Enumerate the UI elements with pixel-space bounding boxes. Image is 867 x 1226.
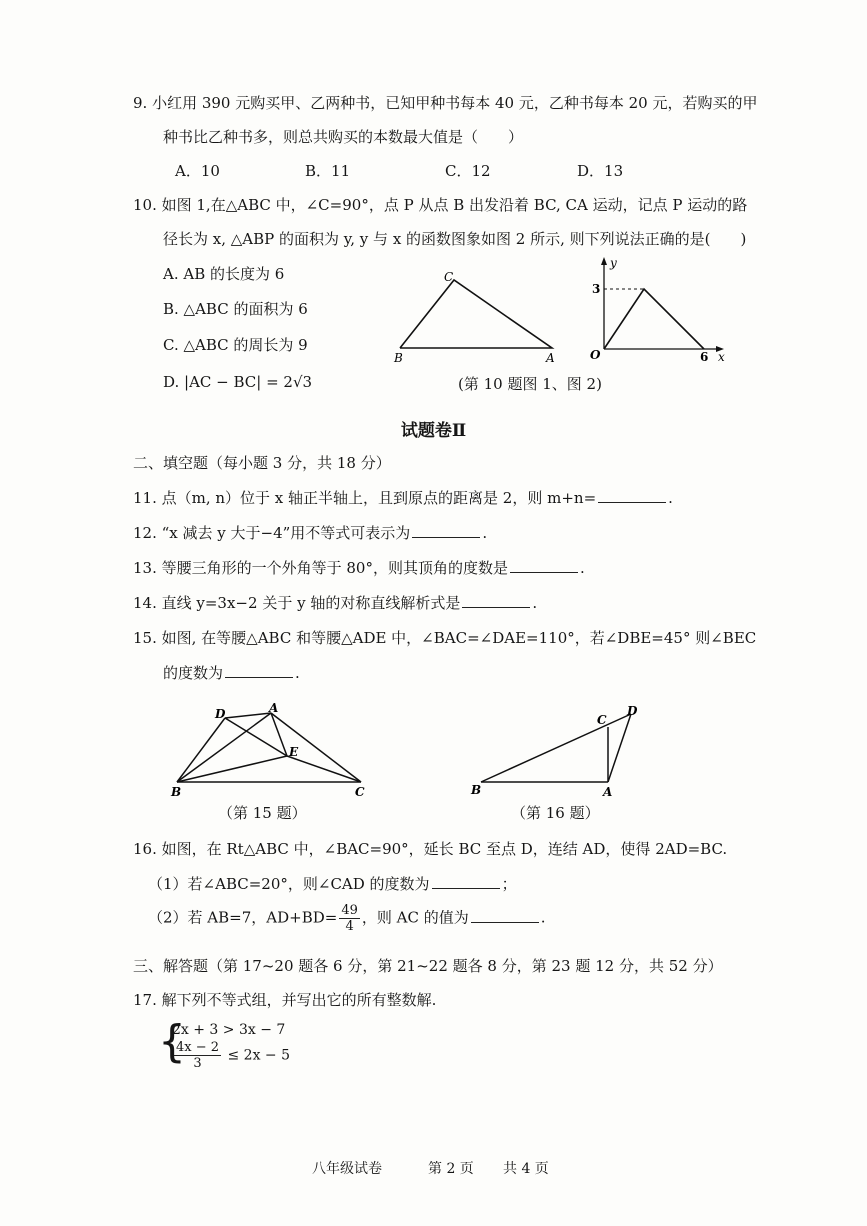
q15-blank	[225, 663, 293, 678]
q12: 12. “x 减去 y 大于−4”用不等式可表示为 .	[133, 524, 488, 542]
section-title: 试题卷Ⅱ	[400, 421, 467, 441]
q9-option-b: B．11	[305, 162, 351, 180]
fig16-label-c: C	[597, 713, 607, 727]
fig10-label-a: A	[546, 351, 555, 365]
q11: 11. 点（m, n）位于 x 轴正半轴上，且到原点的距离是 2，则 m+n= .	[133, 489, 673, 507]
q10-line2: 径长为 x, △ABP 的面积为 y, y 与 x 的函数图象如图 2 所示, 则下列说法正确的是( )	[163, 230, 747, 248]
q16-sub1-blank	[432, 874, 500, 889]
q15-line2: 的度数为 .	[163, 664, 300, 682]
q10-option-b: B. △ABC 的面积为 6	[163, 300, 308, 318]
fig15-label-e: E	[289, 745, 299, 759]
fig10-label-c: C	[444, 270, 454, 284]
fig10-axis-y: y	[610, 256, 617, 270]
fig15-label-d: D	[215, 707, 226, 721]
q16-fraction: $\frac{49}{4}$	[341, 903, 358, 934]
q14-blank	[462, 593, 530, 608]
footer-total: 共 4 页	[503, 1161, 549, 1177]
q17-text: 17. 解下列不等式组，并写出它的所有整数解.	[133, 991, 437, 1009]
fill-header: 二、填空题（每小题 3 分，共 18 分）	[133, 454, 391, 472]
q13: 13. 等腰三角形的一个外角等于 80°，则其顶角的度数是 .	[133, 559, 585, 577]
fig15-caption: （第 15 题）	[218, 804, 307, 822]
q17-ineq2: $\frac{4x - 2}{3}$ ≤ 2x − 5	[176, 1040, 291, 1071]
q16-sub2: （2）若 AB=7，AD+BD= $\frac{49}{4}$ ，则 AC 的值为 .	[148, 903, 546, 934]
q10-line1: 10. 如图 1,在△ABC 中，∠C=90°，点 P 从点 B 出发沿着 BC, CA 运动，记点 P 运动的路	[133, 196, 748, 214]
fig16-label-d: D	[627, 704, 638, 718]
fig10-tick-3: 3	[592, 282, 601, 296]
q10-option-c: C. △ABC 的周长为 9	[163, 336, 308, 354]
q16-line1: 16. 如图，在 Rt△ABC 中，∠BAC=90°，延长 BC 至点 D，连结 AD，使得 2AD=BC.	[133, 840, 728, 858]
q15-line1: 15. 如图, 在等腰△ABC 和等腰△ADE 中，∠BAC=∠DAE=110°，若∠DBE=45° 则∠BEC	[133, 629, 757, 647]
q10-option-a: A. AB 的长度为 6	[163, 265, 285, 283]
q12-blank	[412, 523, 480, 538]
q17-brace: {	[158, 1016, 186, 1067]
fig10-tick-6: 6	[700, 350, 709, 364]
q17-fraction: $\frac{4x - 2}{3}$	[176, 1040, 220, 1071]
q16-sub1: （1）若∠ABC=20°，则∠CAD 的度数为 ；	[148, 875, 517, 893]
footer-left: 八年级试卷	[312, 1161, 382, 1177]
q11-blank	[598, 488, 666, 503]
q9-line2: 种书比乙种书多，则总共购买的本数最大值是（ ）	[163, 128, 524, 146]
figure-15	[165, 702, 375, 802]
q10-caption: (第 10 题图 1、图 2)	[458, 375, 602, 393]
q16-sub2-blank	[471, 908, 539, 923]
fig15-label-a: A	[269, 702, 279, 715]
fig10-axis-x: x	[718, 350, 725, 364]
q10-option-d: D. |AC − BC| = 2√3	[163, 373, 313, 391]
q9-option-d: D．13	[577, 162, 624, 180]
fig15-label-c: C	[355, 785, 365, 799]
fig16-caption: （第 16 题）	[511, 804, 600, 822]
fig10-origin: O	[590, 348, 601, 362]
q9-option-a: A．10	[175, 162, 220, 180]
q13-blank	[510, 558, 578, 573]
q14: 14. 直线 y=3x−2 关于 y 轴的对称直线解析式是 .	[133, 594, 538, 612]
q9-option-c: C．12	[445, 162, 491, 180]
fig16-label-b: B	[471, 783, 482, 797]
q9-line1: 9. 小红用 390 元购买甲、乙两种书，已知甲种书每本 40 元，乙种书每本 20 元，若购买的甲	[133, 94, 758, 112]
q17-ineq1: 2x + 3 > 3x − 7	[172, 1022, 286, 1038]
solve-header: 三、解答题（第 17~20 题各 6 分，第 21~22 题各 8 分，第 23 题 12 分，共 52 分）	[133, 957, 723, 975]
fig10-label-b: B	[394, 351, 403, 365]
fig16-label-a: A	[603, 785, 613, 799]
fig15-label-b: B	[171, 785, 182, 799]
footer-page: 第 2 页	[428, 1161, 474, 1177]
figure-16	[465, 704, 650, 802]
figure-10-2	[580, 253, 730, 368]
figure-10-1	[390, 268, 565, 368]
